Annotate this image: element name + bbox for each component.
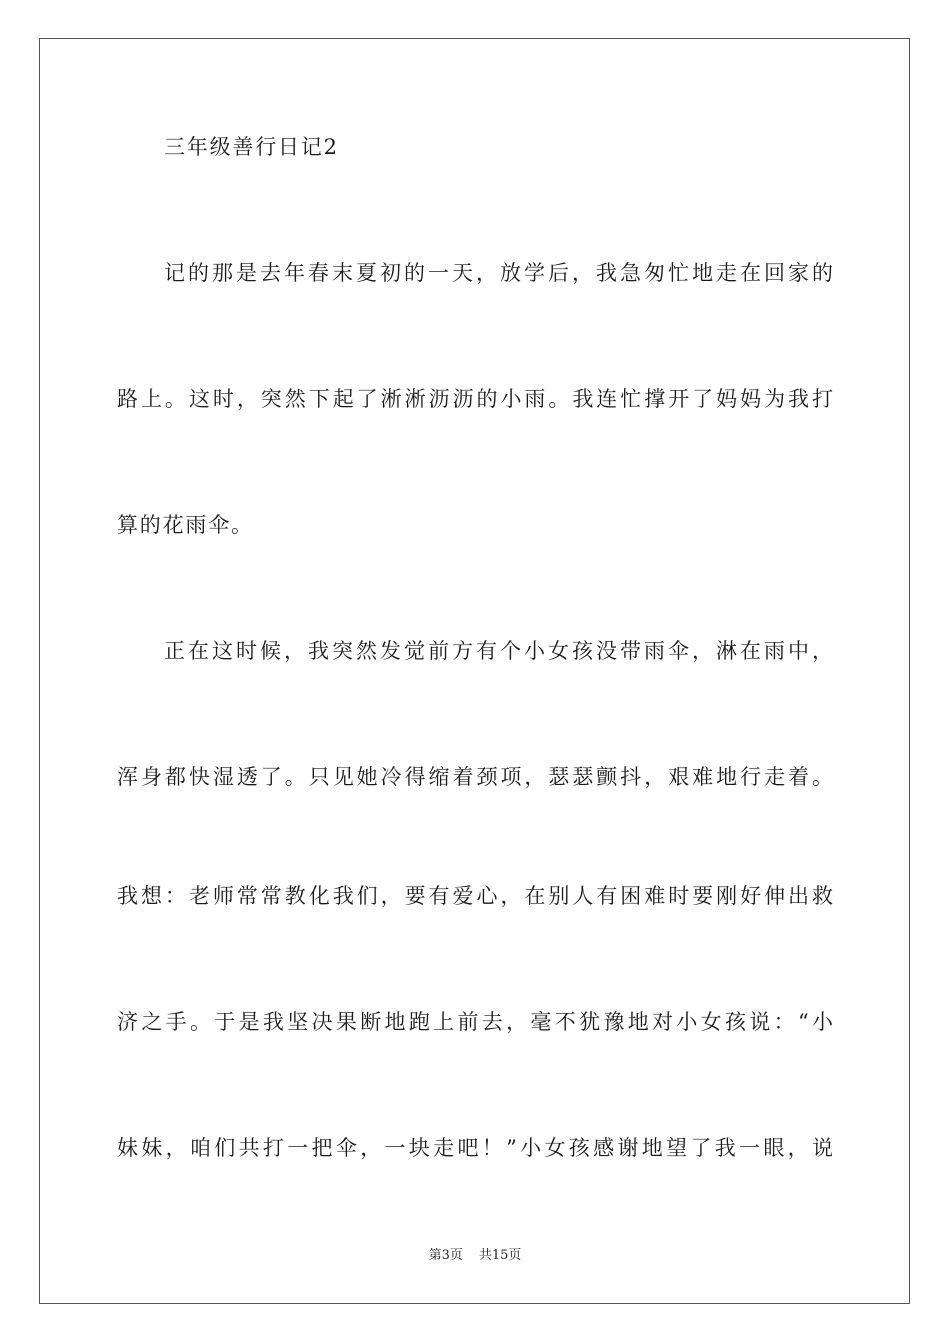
paragraph-line: 妹妹，咱们共打一把伞，一块走吧！”小女孩感谢地望了我一眼，说 <box>117 1136 833 1160</box>
paragraph-line: 正在这时候，我突然发觉前方有个小女孩没带雨伞，淋在雨中， <box>164 639 833 663</box>
paragraph-line: 我想：老师常常教化我们，要有爱心，在别人有困难时要刚好伸出救 <box>117 884 833 908</box>
document-title: 三年级善行日记2 <box>164 135 339 159</box>
paragraph-line: 济之手。于是我坚决果断地跑上前去，毫不犹豫地对小女孩说：“小 <box>117 1010 833 1034</box>
page-frame <box>39 38 910 1304</box>
paragraph-line: 算的花雨伞。 <box>117 513 254 537</box>
paragraph-line: 浑身都快湿透了。只见她冷得缩着颈项，瑟瑟颤抖，艰难地行走着。 <box>117 765 833 789</box>
paragraph-line: 记的那是去年春末夏初的一天，放学后，我急匆忙地走在回家的 <box>164 261 833 285</box>
page-total: 共15页 <box>478 1248 522 1263</box>
page-number: 第3页 <box>428 1248 463 1263</box>
page-footer <box>0 1247 950 1265</box>
paragraph-line: 路上。这时，突然下起了淅淅沥沥的小雨。我连忙撑开了妈妈为我打 <box>117 387 833 411</box>
